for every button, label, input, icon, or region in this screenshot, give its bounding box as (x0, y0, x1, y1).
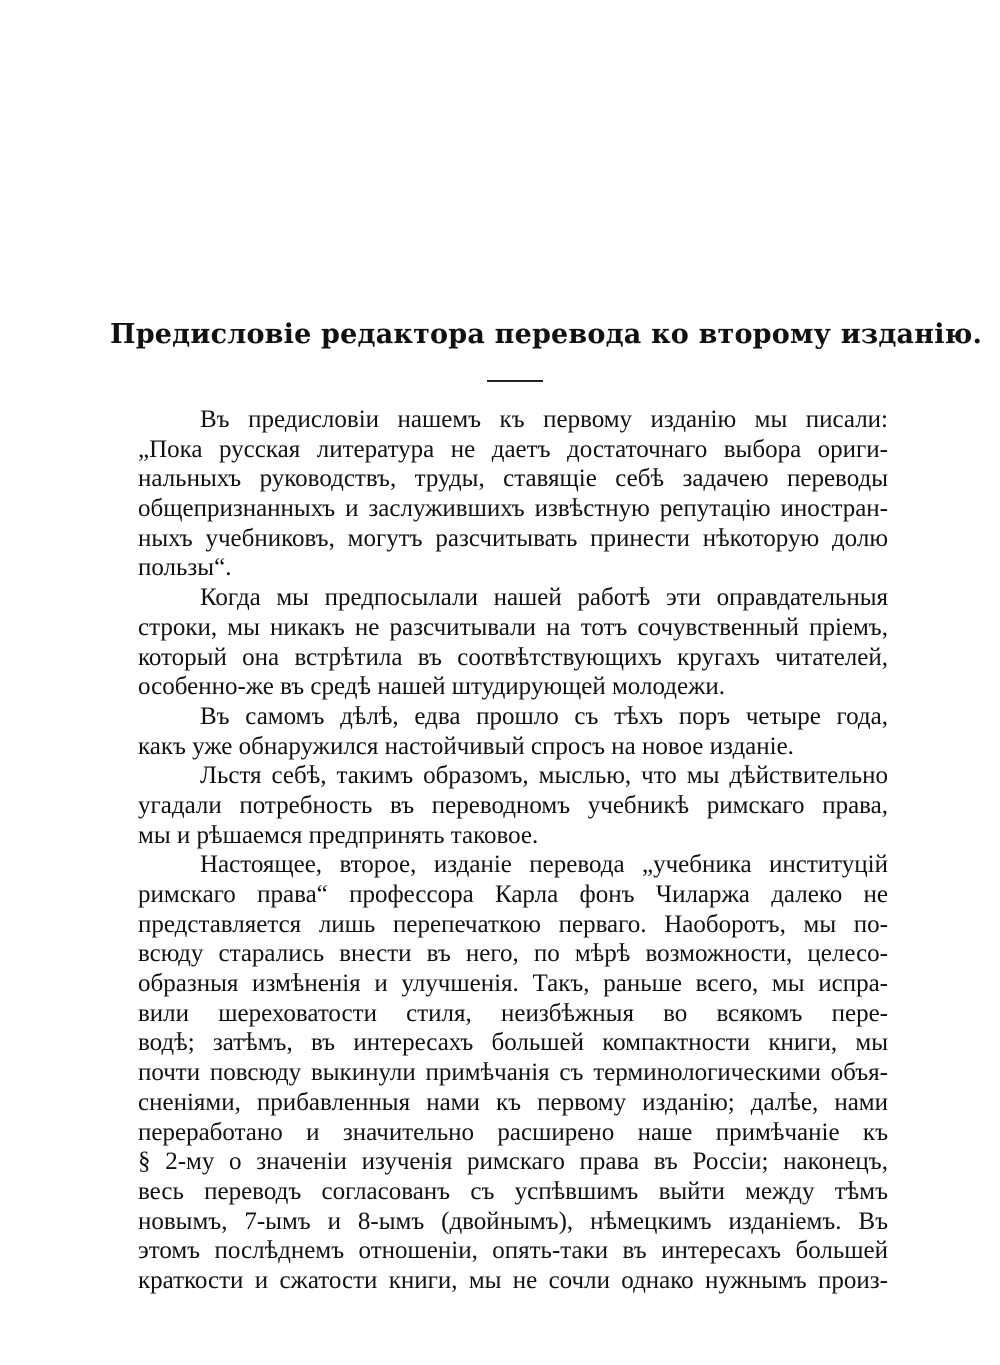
text-line: переработано и значительно расширено наше примѣчаніе къ (138, 1118, 888, 1146)
text-line: новымъ, 7-ымъ и 8-ымъ (двойнымъ), нѣмецкимъ изданіемъ. Въ (138, 1207, 888, 1235)
title-divider (487, 380, 543, 382)
text-line: весь переводъ согласованъ съ успѣвшимъ выйти между тѣмъ (138, 1177, 888, 1205)
text-line: Льстя себѣ, такимъ образомъ, мыслью, что мы дѣйствительно (200, 762, 888, 790)
text-line: образныя измѣненія и улучшенія. Такъ, раньше всего, мы испра- (138, 970, 888, 998)
text-line: водѣ; затѣмъ, въ интересахъ большей компактности книги, мы (138, 1029, 888, 1057)
preface-text (138, 405, 888, 1296)
text-line: общепризнанныхъ и заслужившихъ извѣстную репутацію иностран- (138, 495, 888, 523)
text-line: представляется лишь перепечаткою перваго. Наоборотъ, мы по- (138, 910, 888, 938)
text-line: Въ самомъ дѣлѣ, едва прошло съ тѣхъ поръ четыре года, (200, 702, 888, 730)
text-line: всюду старались внести въ него, по мѣрѣ возможности, целесо- (138, 940, 888, 968)
text-line: „Пока русская литература не даетъ достаточнаго выбора ориги- (138, 435, 888, 463)
text-line: ныхъ учебниковъ, могутъ разсчитывать принести нѣкоторую долю (138, 524, 888, 552)
text-line: особенно-же въ средѣ нашей штудирующей молодежи. (138, 673, 725, 701)
text-line: который она встрѣтила въ соотвѣтствующихъ кругахъ читателей, (138, 643, 888, 671)
text-line: угадали потребность въ переводномъ учебникѣ римскаго права, (138, 791, 888, 819)
text-line: этомъ послѣднемъ отношеніи, опять-таки въ интересахъ большей (138, 1237, 888, 1265)
text-line: Настоящее, второе, изданіе перевода „учебника институцій (200, 851, 888, 879)
text-line: нальныхъ руководствъ, труды, ставящіе себѣ задачею переводы (138, 465, 888, 493)
text-line: вили шереховатости стиля, неизбѣжныя во всякомъ пере- (138, 999, 888, 1027)
text-line: пользы“. (138, 554, 232, 582)
text-line: строки, мы никакъ не разсчитывали на тотъ сочувственный пріемъ, (138, 613, 888, 641)
text-line: краткости и сжатости книги, мы не сочли однако нужнымъ произ- (138, 1266, 888, 1294)
text-line: сненіями, прибавленныя нами къ первому изданію; далѣе, нами (138, 1088, 888, 1116)
text-line: § 2-му о значеніи изученія римскаго права въ Россіи; наконецъ, (138, 1148, 888, 1176)
text-line: мы и рѣшаемся предпринять таковое. (138, 821, 539, 849)
text-line: Когда мы предпосылали нашей работѣ эти оправдательныя (200, 584, 888, 612)
text-line: римскаго права“ профессора Карла фонъ Чиларжа далеко не (138, 881, 888, 908)
page-title: Предисловіе редактора перевода ко второму изданію. (110, 319, 983, 350)
text-line: почти повсюду выкинули примѣчанія съ терминологическими объя- (138, 1059, 888, 1087)
text-line: Въ предисловіи нашемъ къ первому изданію мы писали: (200, 406, 888, 433)
text-line: какъ уже обнаружился настойчивый спросъ на новое изданіе. (138, 732, 794, 760)
